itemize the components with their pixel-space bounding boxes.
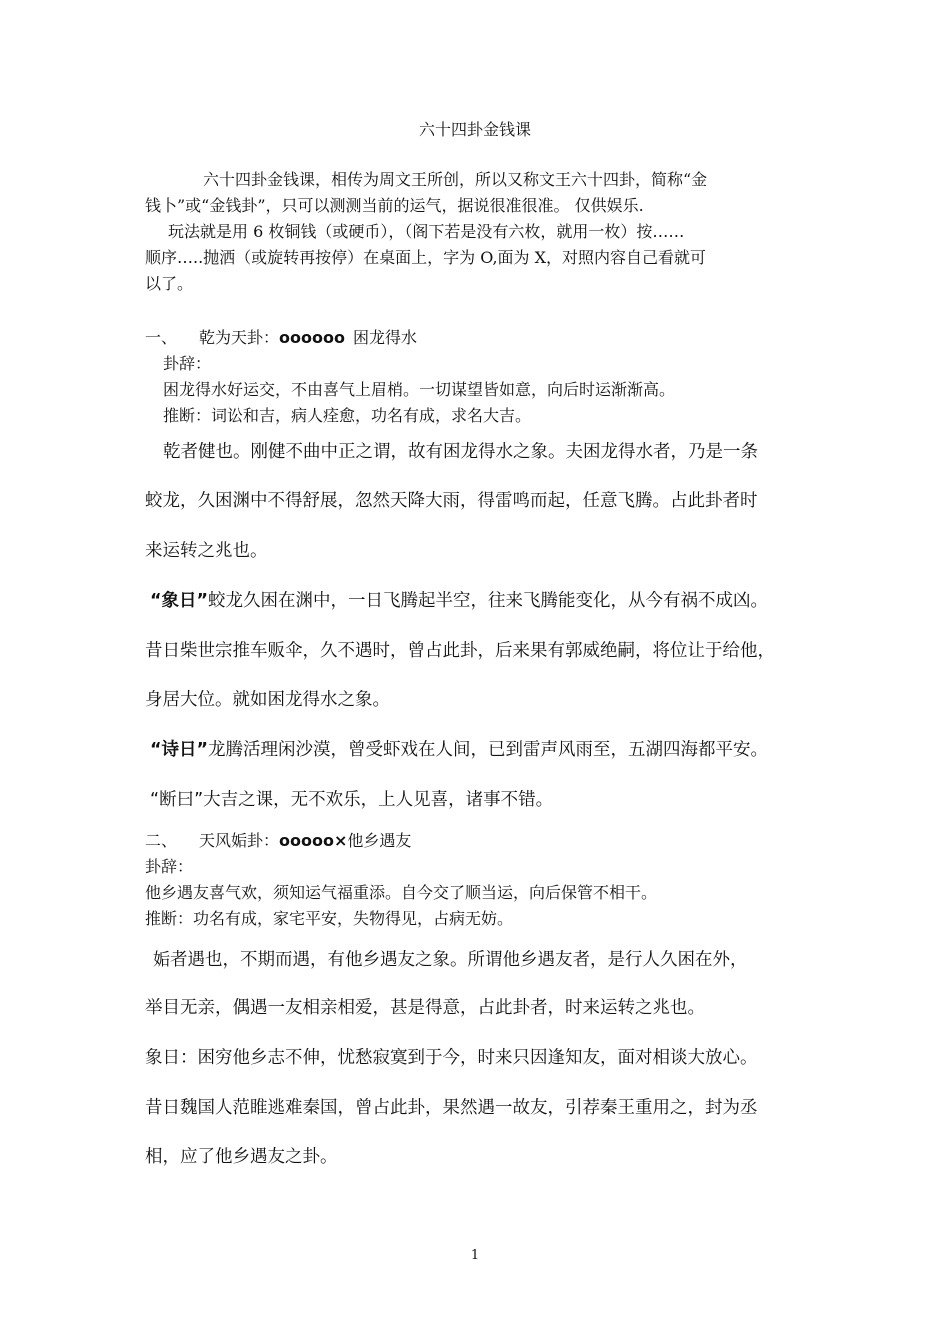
gua2-story-line: 昔日魏国人范睢逃难秦国，曾占此卦，果然遇一故友，引荐秦王重用之，封为丞 — [145, 1098, 758, 1118]
intro-line: 钱卜”或“金钱卦”，只可以测测当前的运气，据说很准很准。 仅供娱乐. — [145, 196, 644, 215]
gua1-xiang-text: 蛟龙久困在渊中，一日飞腾起半空，往来飞腾能变化，从今有祸不成凶。 — [208, 591, 769, 611]
gua1-title: 困龙得水 — [352, 328, 417, 347]
page-number: 1 — [470, 1248, 480, 1263]
gua2-body-line — [153, 945, 748, 971]
gua1-tuiduan: 推断：词讼和吉，病人痊愈，功名有成，求名大吉。 — [163, 406, 532, 425]
gua2-code: ooooo× — [279, 831, 348, 850]
gua2-heading — [145, 828, 411, 851]
gua2-xiang: 象日：困穷他乡志不伸，忧愁寂寞到于今，时来只因逢知友，面对相谈大放心。 — [145, 1048, 758, 1068]
gua1-cizi: 困龙得水好运交，不由喜气上眉梢。一切谋望皆如意，向后时运渐渐高。 — [163, 380, 676, 399]
gua2-cizi-label: 卦辞： — [145, 857, 194, 876]
gua1-story-line: 昔日柴世宗推车贩伞，久不遇时，曾占此卦，后来果有郭威绝嗣，将位让于给他， — [145, 641, 775, 661]
gua1-name: 乾为天卦： — [199, 328, 280, 347]
intro-line: 顺序…..抛洒（或旋转再按停）在桌面上，字为 O,面为 X，对照内容自己看就可 — [145, 248, 707, 267]
gua2-title: 他乡遇友 — [347, 831, 412, 850]
gua2-name: 天风姤卦： — [199, 831, 280, 850]
gua2-number: 二、 — [145, 831, 178, 850]
gua2-body-rest: 者遇也，不期而遇，有他乡遇友之象。所谓他乡遇友者，是行人久困在外， — [170, 950, 748, 970]
gua1-number: 一、 — [145, 328, 178, 347]
gua1-shi — [150, 736, 768, 761]
gua2-body-line: 举目无亲，偶遇一友相亲相爱，甚是得意，占此卦者，时来运转之兆也。 — [145, 998, 705, 1018]
document-title: 六十四卦金钱课 — [418, 120, 531, 139]
gua1-cizi-label: 卦辞： — [163, 354, 212, 373]
gua2-tuiduan: 推断：功名有成，家宅平安，失物得见，占病无妨。 — [145, 909, 514, 928]
gua1-code: oooooo — [279, 328, 345, 347]
intro-line: 玩法就是用 6 枚铜钱（或硬币），（阁下若是没有六枚，就用一枚）按…… — [168, 222, 685, 241]
intro-line: 以了。 — [145, 274, 194, 293]
gua2-cizi: 他乡遇友喜气欢，须知运气福重添。自今交了顺当运，向后保管不相干。 — [145, 883, 658, 902]
intro-line: 六十四卦金钱课，相传为周文王所创，所以又称文王六十四卦，简称“金 — [203, 170, 708, 189]
gua1-xiang — [150, 587, 768, 612]
gua1-body-line: 来运转之兆也。 — [145, 541, 268, 561]
gua1-body-line: 乾者健也。刚健不曲中正之谓，故有困龙得水之象。夫困龙得水者，乃是一条 — [163, 442, 758, 462]
gua1-story-line: 身居大位。就如困龙得水之象。 — [145, 690, 390, 710]
gua2-story-line: 相，应了他乡遇友之卦。 — [145, 1147, 338, 1167]
gua2-body-first-char: 姤 — [153, 950, 170, 970]
gua1-heading — [145, 325, 417, 348]
gua1-xiang-label: “象日” — [150, 591, 209, 611]
gua1-body-line: 蛟龙，久困渊中不得舒展，忽然天降大雨，得雷鸣而起，任意飞腾。占此卦者时 — [145, 491, 758, 511]
gua1-shi-text: 龙腾活理闲沙漠，曾受虾戏在人间，已到雷声风雨至，五湖四海都平安。 — [208, 740, 769, 760]
gua1-shi-label: “诗日” — [150, 740, 209, 760]
gua1-duan: “断曰”大吉之课，无不欢乐，上人见喜，诸事不错。 — [150, 790, 554, 810]
